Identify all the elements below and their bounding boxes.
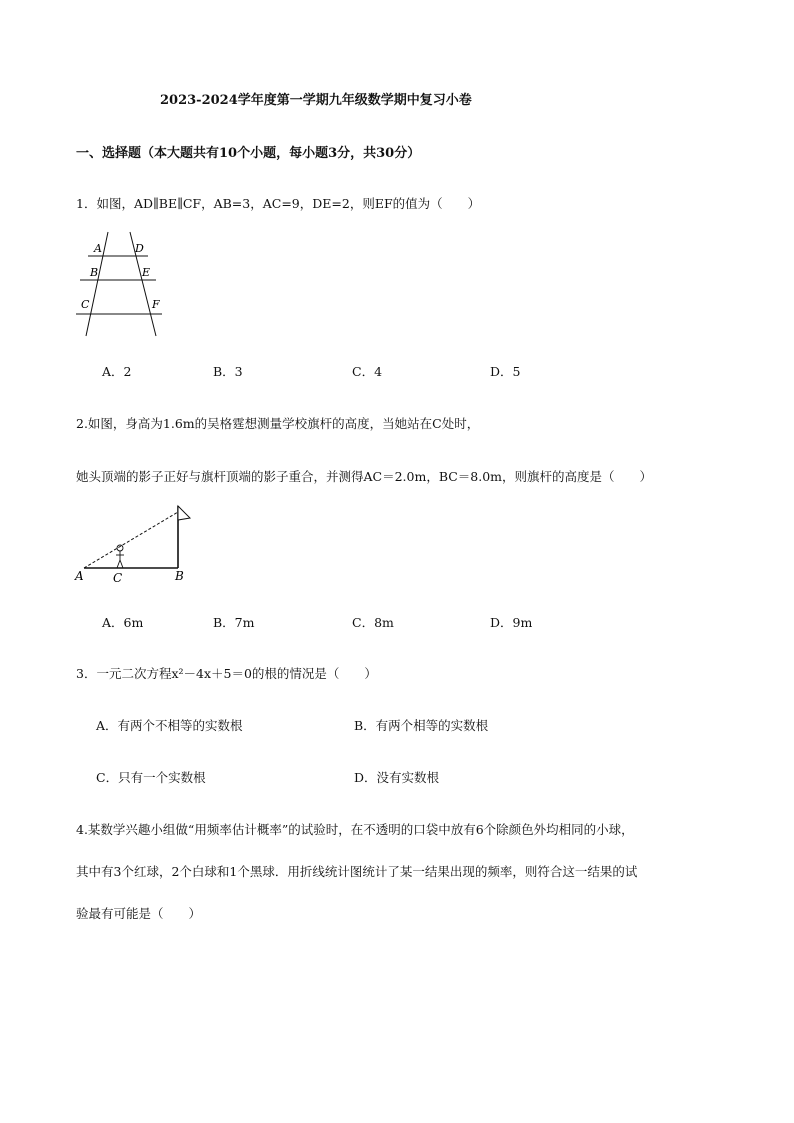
question-2-figure xyxy=(74,504,194,584)
label-c: C xyxy=(113,571,123,585)
question-4-stem-line1: 4.某数学兴趣小组做“用频率估计概率”的试验时，在不透明的口袋中放有6个除颜色外均相同的小球， xyxy=(76,822,634,837)
person-figure xyxy=(116,545,124,568)
question-4-stem-line2: 其中有3个红球，2个白球和1个黑球．用折线统计图统计了某一结果出现的频率，则符合这一结果的试 xyxy=(76,864,638,879)
label-b: B xyxy=(90,266,99,279)
q3-option-a: A．有两个不相等的实数根 xyxy=(96,718,243,733)
q1-option-a: A．2 xyxy=(102,364,132,379)
label-a: A xyxy=(94,242,102,255)
label-b: B xyxy=(175,569,184,583)
label-d: D xyxy=(135,242,144,255)
q1-option-d: D．5 xyxy=(490,364,521,379)
flag xyxy=(178,506,190,520)
q1-option-c: C．4 xyxy=(352,364,383,379)
section-heading: 一、选择题（本大题共有10个小题，每小题3分，共30分） xyxy=(76,146,421,161)
question-4-stem-line3: 验最有可能是（ ） xyxy=(76,906,202,921)
shadow-line xyxy=(84,512,178,568)
q3-option-d: D．没有实数根 xyxy=(354,770,440,785)
label-c: C xyxy=(81,298,90,311)
q3-option-c: C．只有一个实数根 xyxy=(96,770,206,785)
q2-option-b: B．7m xyxy=(213,615,255,630)
question-1-figure xyxy=(70,232,170,342)
question-1-stem: 1．如图，AD∥BE∥CF，AB=3，AC=9，DE=2，则EF的值为（ ） xyxy=(76,196,481,211)
q2-option-c: C．8m xyxy=(352,615,394,630)
q3-option-b: B．有两个相等的实数根 xyxy=(354,718,489,733)
question-2-stem-line1: 2.如图，身高为1.6m的吴格霆想测量学校旗杆的高度，当她站在C处时， xyxy=(76,416,480,431)
question-2-stem-line2: 她头顶端的影子正好与旗杆顶端的影子重合，并测得AC＝2.0m，BC＝8.0m，则旗杆的高度是（ ） xyxy=(76,469,653,484)
question-3-stem: 3．一元二次方程x²－4x＋5＝0的根的情况是（ ） xyxy=(76,666,377,681)
q2-option-d: D．9m xyxy=(490,615,533,630)
q1-option-b: B．3 xyxy=(213,364,243,379)
page-title: 2023-2024学年度第一学期九年级数学期中复习小卷 xyxy=(160,93,472,108)
label-a: A xyxy=(75,569,84,583)
q2-option-a: A．6m xyxy=(102,615,144,630)
label-f: F xyxy=(152,298,160,311)
label-e: E xyxy=(142,266,151,279)
